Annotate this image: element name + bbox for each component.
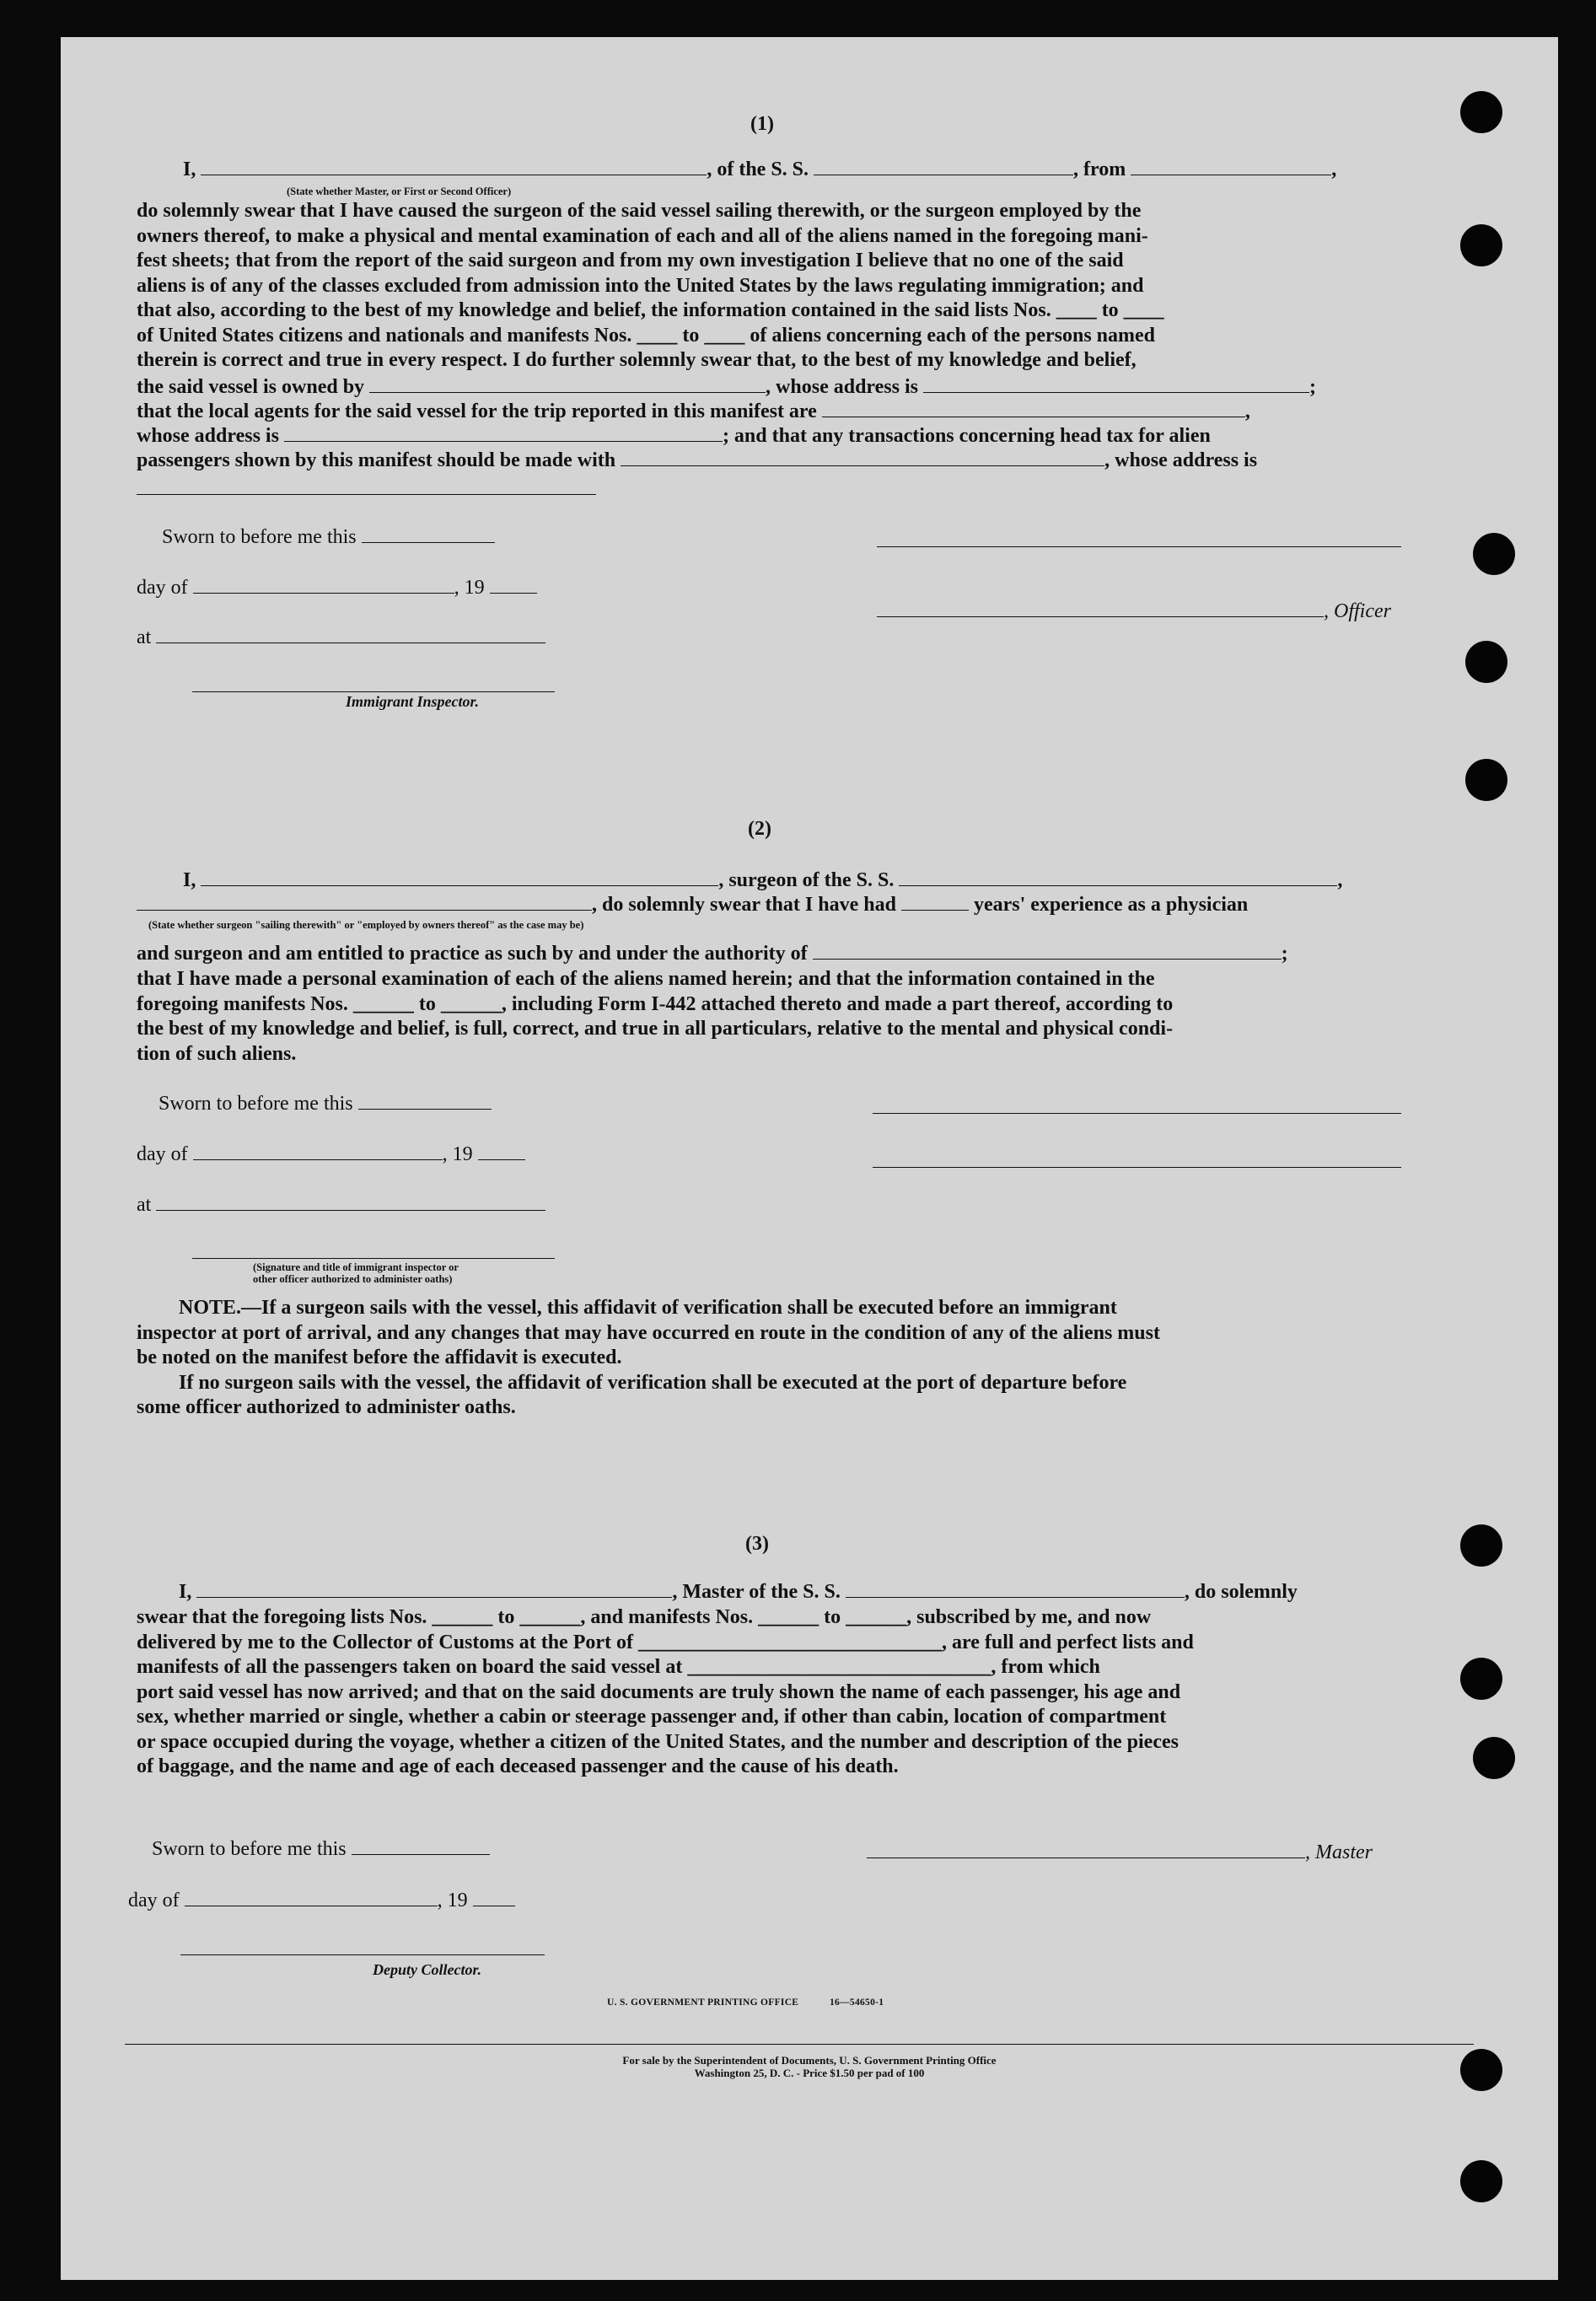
surgeon-status-field[interactable]: [137, 895, 592, 911]
surgeon-name-field[interactable]: [201, 870, 718, 886]
sworn-line: [152, 1838, 490, 1861]
passengers-label: passengers shown by this manifest should be made with: [137, 449, 616, 471]
punch-hole: [1465, 759, 1507, 801]
year-label: , 19: [437, 1890, 468, 1911]
at-line: [137, 626, 545, 649]
from-label: , from: [1073, 159, 1126, 180]
oath-i: I,: [183, 159, 196, 180]
punch-hole: [1473, 1737, 1515, 1779]
inspector-signature-field[interactable]: [192, 691, 555, 692]
sworn-day-field[interactable]: [352, 1839, 490, 1855]
section-1-line: of United States citizens and nationals and manifests Nos. ____ to ____ of aliens concerning each of the persons named: [137, 324, 1156, 347]
surgeon-signature-field[interactable]: [873, 1113, 1401, 1114]
sworn-label: Sworn to before me this: [162, 526, 357, 548]
at-place-field[interactable]: [156, 1195, 545, 1211]
year-label: , 19: [442, 1143, 473, 1165]
officer-caption: (State whether Master, or First or Second Officer): [287, 185, 512, 197]
deputy-caption: Deputy Collector.: [373, 1961, 481, 1978]
head-tax-address-field[interactable]: [137, 494, 596, 495]
day-of-line: [137, 577, 537, 599]
vessel-name-field[interactable]: [814, 159, 1073, 175]
month-field[interactable]: [193, 578, 454, 594]
section-3-line: sex, whether married or single, whether a cabin or steerage passenger and, if other than cabin, location of compartment: [137, 1706, 1167, 1728]
agents-field[interactable]: [822, 401, 1245, 417]
agents-address-field[interactable]: [284, 426, 723, 442]
oath-i: I,: [179, 1581, 192, 1603]
section-1-line: therein is correct and true in every respect. I do further solemnly swear that, to the best of my knowledge and belief,: [137, 349, 1137, 371]
sworn-line: [159, 1093, 492, 1116]
footer-price-line: Washington 25, D. C. - Price $1.50 per pad of 100: [694, 2067, 925, 2079]
sworn-label: Sworn to before me this: [152, 1838, 347, 1860]
note-line: some officer authorized to administer oaths.: [137, 1396, 516, 1418]
section-1-line-1: [183, 159, 1336, 181]
section-3-line: delivered by me to the Collector of Customs at the Port of ______________________________, are full and perfect lists and: [137, 1631, 1194, 1653]
officer-label: , Officer: [1324, 600, 1391, 622]
from-port-field[interactable]: [1131, 159, 1331, 175]
years-field[interactable]: [901, 895, 969, 911]
section-2-body: [137, 967, 1477, 1067]
section-2-line-1: [183, 869, 1342, 892]
footer-rule: [125, 2044, 1474, 2045]
section-3-line: swear that the foregoing lists Nos. ______ to ______, and manifests Nos. ______ to ______, subscribed by me, and now: [137, 1606, 1152, 1628]
note-line: If no surgeon sails with the vessel, the affidavit of verification shall be executed at the port of departure before: [179, 1371, 1127, 1394]
authority-label: and surgeon and am entitled to practice as such by and under the authority of: [137, 943, 808, 965]
officer-signature-field[interactable]: [192, 1258, 555, 1259]
agents-address-line: [137, 425, 1211, 448]
punch-hole: [1460, 91, 1502, 133]
agents-label: that the local agents for the said vessel for the trip reported in this manifest are: [137, 401, 817, 422]
section-2-line: the best of my knowledge and belief, is full, correct, and true in all particulars, relative to the mental and physical condi-: [137, 1018, 1174, 1040]
gpo-imprint: U. S. GOVERNMENT PRINTING OFFICE: [607, 1997, 799, 2008]
head-tax-agent-field[interactable]: [621, 450, 1104, 466]
section-3-number: (3): [745, 1533, 769, 1555]
owner-address-field[interactable]: [923, 377, 1309, 393]
sworn-day-field[interactable]: [362, 527, 495, 543]
owned-by-label: the said vessel is owned by: [137, 376, 365, 398]
day-of-label: day of: [137, 1143, 188, 1165]
comma: ,: [1331, 159, 1337, 180]
day-of-label: day of: [128, 1890, 180, 1911]
section-2-line: foregoing manifests Nos. ______ to ______, including Form I-442 attached thereto and made a part thereof, according to: [137, 992, 1174, 1015]
whose-address-label: , whose address is: [1104, 449, 1258, 471]
surgeon-vessel-field[interactable]: [899, 870, 1337, 886]
do-solemnly-label: , do solemnly: [1184, 1581, 1298, 1603]
section-3-line: port said vessel has now arrived; and that on the said documents are truly shown the name of each passenger, his age and: [137, 1680, 1181, 1703]
authority-field[interactable]: [813, 944, 1282, 960]
section-3-line: or space occupied during the voyage, whether a citizen of the United States, and the number and description of the pieces: [137, 1730, 1179, 1753]
officer-title-field[interactable]: [877, 601, 1324, 617]
whose-address-label: , whose address is: [766, 376, 918, 398]
at-label: at: [137, 1194, 152, 1216]
form-number: 16—54650-1: [830, 1997, 884, 2008]
swear-label: , do solemnly swear that I have had: [592, 894, 896, 916]
section-1-line: owners thereof, to make a physical and mental examination of each and all of the aliens named in the foregoing mani-: [137, 224, 1148, 247]
section-2-line: tion of such aliens.: [137, 1042, 297, 1065]
at-place-field[interactable]: [156, 627, 545, 643]
note-line: be noted on the manifest before the affidavit is executed.: [137, 1347, 622, 1368]
section-3-body: [137, 1605, 1477, 1780]
owned-by-line: the said vessel is owned by , whose address is ;: [137, 376, 1316, 398]
whose-address-label: whose address is: [137, 425, 279, 447]
year-field[interactable]: [473, 1890, 515, 1906]
deputy-signature-field[interactable]: [180, 1954, 545, 1955]
punch-hole: [1460, 1524, 1502, 1567]
signature-caption: other officer authorized to administer oaths): [253, 1273, 453, 1285]
year-field[interactable]: [478, 1144, 525, 1160]
section-2-line-2: [137, 894, 1248, 917]
oath-i: I,: [183, 869, 196, 891]
note-line: inspector at port of arrival, and any changes that may have occurred en route in the condition of any of the aliens must: [137, 1321, 1160, 1344]
comma: ,: [1337, 869, 1343, 891]
section-1-number: (1): [750, 113, 774, 135]
officer-name-field[interactable]: [201, 159, 707, 175]
footer-sale-line: For sale by the Superintendent of Documents, U. S. Government Printing Office: [622, 2054, 997, 2067]
sworn-day-field[interactable]: [358, 1094, 492, 1110]
master-line: [867, 1841, 1373, 1864]
note: [137, 1296, 1477, 1421]
surgeon-caption: (State whether surgeon "sailing therewith" or "employed by owners thereof" as the case may be): [148, 919, 584, 931]
day-of-line: [137, 1143, 525, 1166]
year-label: , 19: [454, 577, 485, 599]
section-1-line: do solemnly swear that I have caused the surgeon of the said vessel sailing therewith, or the surgeon employed by the: [137, 200, 1142, 222]
inspector-caption: Immigrant Inspector.: [346, 693, 480, 710]
at-label: at: [137, 626, 152, 648]
officer-signature-field[interactable]: [877, 546, 1401, 547]
authority-line: [137, 943, 1288, 965]
section-2-line: that I have made a personal examination of each of the aliens named herein; and that the information contained in the: [137, 968, 1155, 990]
month-field[interactable]: [185, 1890, 438, 1906]
note-line: NOTE.—If a surgeon sails with the vessel, this affidavit of verification shall be executed before an immigrant: [179, 1297, 1117, 1319]
master-label: , Master: [1305, 1841, 1373, 1863]
day-of-line: [128, 1890, 515, 1912]
section-2-number: (2): [748, 818, 771, 840]
owner-field[interactable]: [369, 377, 766, 393]
punch-hole: [1473, 533, 1515, 575]
punch-hole: [1465, 641, 1507, 683]
section-3-line: of baggage, and the name and age of each deceased passenger and the cause of his death.: [137, 1755, 899, 1777]
section-1-line: that also, according to the best of my knowledge and belief, the information contained in the said lists Nos. ____ to ____: [137, 299, 1164, 321]
section-3-line-1: [179, 1581, 1298, 1604]
sworn-label: Sworn to before me this: [159, 1093, 353, 1115]
officer-line: [877, 600, 1391, 623]
agents-line: that the local agents for the said vessel for the trip reported in this manifest are ,: [137, 401, 1250, 422]
year-field[interactable]: [490, 578, 537, 594]
surgeon-of-ss-label: , surgeon of the S. S.: [718, 869, 895, 891]
section-3-line: manifests of all the passengers taken on board the said vessel at ______________________________, from which: [137, 1656, 1100, 1678]
day-of-label: day of: [137, 577, 188, 599]
master-signature-field[interactable]: [867, 1842, 1305, 1858]
section-1-body: [137, 199, 1477, 374]
month-field[interactable]: [193, 1144, 443, 1160]
master-name-field[interactable]: [196, 1582, 672, 1598]
section-1-line: fest sheets; that from the report of the said surgeon and from my own investigation I believe that no one of the said: [137, 250, 1124, 271]
master-of-ss-label: , Master of the S. S.: [672, 1581, 841, 1603]
surgeon-title-field[interactable]: [873, 1167, 1401, 1168]
section-1-line: aliens is of any of the classes excluded from admission into the United States by the laws regulating immigration; and: [137, 274, 1144, 297]
at-line: [137, 1194, 545, 1217]
experience-label: years' experience as a physician: [973, 894, 1249, 916]
head-tax-label: ; and that any transactions concerning head tax for alien: [722, 425, 1211, 447]
form-page: [61, 37, 1558, 2280]
master-vessel-field[interactable]: [846, 1582, 1185, 1598]
of-ss-label: , of the S. S.: [707, 159, 809, 180]
semicolon: ;: [1281, 943, 1288, 965]
signature-caption: (Signature and title of immigrant inspector or: [253, 1261, 459, 1273]
sworn-line: [162, 526, 495, 549]
passengers-line: [137, 449, 1257, 472]
punch-hole: [1460, 2160, 1502, 2202]
